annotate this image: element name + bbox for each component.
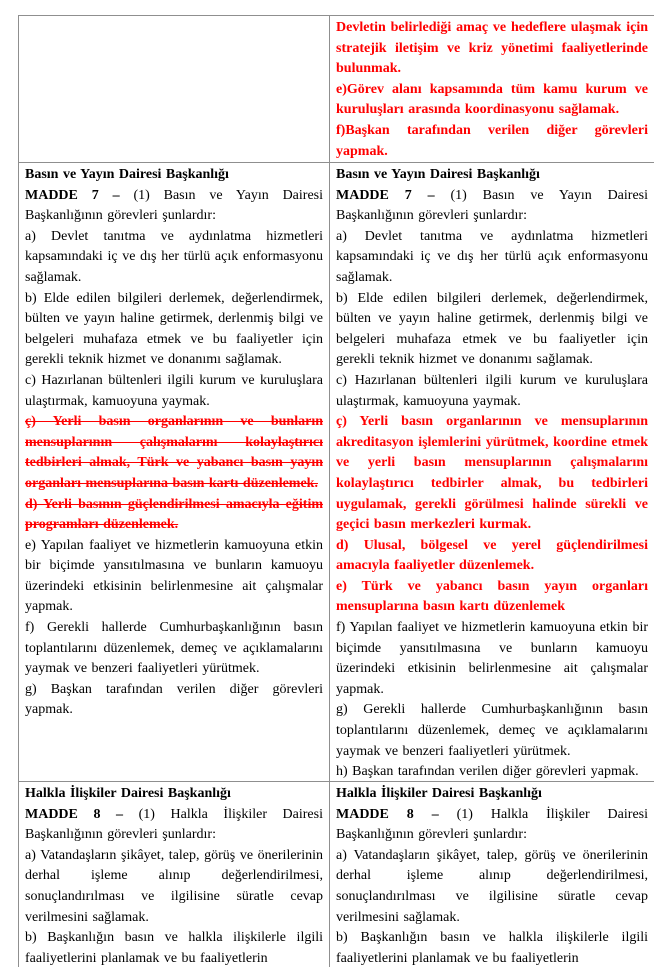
cell-new-text-row2 — [330, 163, 655, 782]
paragraph-normal: f) Gerekli hallerde Cumhurbaşkanlığının basın toplantılarını düzenlemek, demeç ve açıklamalarını yaymak ve benzeri faaliyetleri yürütmek. — [25, 620, 323, 677]
paragraph-added: e)Görev alanı kapsamında tüm kamu kurum ve kuruluşları arasında koordinasyonu sağlamak. — [336, 81, 648, 118]
table-row — [19, 163, 655, 782]
paragraph-normal: a) Vatandaşların şikâyet, talep, görüş ve önerilerinin derhal işleme alınıp değerlendirilmesi, sonuçlandırılması ve ilgilisine süratle cevap verilmesini sağlamak. — [336, 847, 648, 925]
paragraph-normal: c) Hazırlanan bültenleri ilgili kurum ve kuruluşlara ulaştırmak, kamuoyuna yaymak. — [336, 372, 648, 409]
cell-old-text-row1 — [19, 16, 330, 163]
paragraph-normal: a) Devlet tanıtma ve aydınlatma hizmetleri kapsamındaki iç ve dış her türlü açık enformasyonu sağlamak. — [25, 228, 323, 285]
paragraph-normal: h) Başkan tarafından verilen diğer görevleri yapmak. — [336, 764, 639, 780]
cell-content — [336, 165, 648, 781]
cell-content — [25, 18, 323, 162]
paragraph-heading: Halkla İlişkiler Dairesi Başkanlığı — [336, 786, 542, 801]
table-row — [19, 16, 655, 163]
paragraph-normal: a) Devlet tanıtma ve aydınlatma hizmetleri kapsamındaki iç ve dış her türlü açık enformasyonu sağlamak. — [336, 228, 648, 285]
paragraph-normal: b) Başkanlığın basın ve halkla ilişkilerle ilgili faaliyetlerini planlamak ve bu faaliyetlerin — [25, 930, 323, 966]
paragraph-heading: Basın ve Yayın Dairesi Başkanlığı — [25, 167, 229, 182]
paragraph-normal: b) Elde edilen bilgileri derlemek, değerlendirmek, bülten ve yayın haline getirmek, derlenmiş bilgi ve belgeleri muhafaza etmek ve bu faaliyetler için gerekli teknik hizmet ve donanımı sağlamak. — [336, 290, 648, 368]
cell-content — [336, 18, 648, 162]
paragraph-added: e) Türk ve yabancı basın yayın organları mensuplarına basın kartı düzenlemek — [336, 578, 648, 615]
paragraph-normal: MADDE 7 – (1) Basın ve Yayın Dairesi Başkanlığının görevleri şunlardır: — [336, 187, 648, 224]
cell-content — [25, 784, 323, 967]
cell-old-text-row2 — [19, 163, 330, 782]
paragraph-normal: g) Gerekli hallerde Cumhurbaşkanlığının basın toplantılarını düzenlemek, demeç ve açıklamalarını yaymak ve benzeri faaliyetleri yürütmek. — [336, 702, 648, 759]
paragraph-deleted: d) Yerli basının güçlendirilmesi amacıyla eğitim programları düzenlemek. — [25, 496, 323, 533]
cell-old-text-row3 — [19, 782, 330, 968]
paragraph-normal: f) Yapılan faaliyet ve hizmetlerin kamuoyuna etkin bir biçimde yansıtılmasına ve bunların kamuoyu üzerindeki etkisinin belirlenmesine ait çalışmalar yapmak. — [336, 620, 648, 697]
paragraph-normal: g) Başkan tarafından verilen diğer görevleri yapmak. — [25, 681, 323, 718]
cell-content — [25, 165, 323, 781]
paragraph-normal: b) Elde edilen bilgileri derlemek, değerlendirmek, bülten ve yayın haline getirmek, derlenmiş bilgi ve belgeleri muhafaza etmek ve bu faaliyetler için gerekli teknik hizmet ve donanımı sağlamak. — [25, 290, 323, 368]
paragraph-added: f)Başkan tarafından verilen diğer görevleri yapmak. — [336, 122, 648, 159]
cell-new-text-row1 — [330, 16, 655, 163]
table-row — [19, 782, 655, 968]
comparison-table-container — [18, 15, 654, 967]
cell-new-text-row3 — [330, 782, 655, 968]
paragraph-normal: c) Hazırlanan bültenleri ilgili kurum ve kuruluşlara ulaştırmak, kamuoyuna yaymak. — [25, 372, 323, 409]
paragraph-normal: MADDE 8 – (1) Halkla İlişkiler Dairesi Başkanlığının görevleri şunlardır: — [336, 806, 648, 843]
paragraph-normal: MADDE 8 – (1) Halkla İlişkiler Dairesi Başkanlığının görevleri şunlardır: — [25, 806, 323, 843]
paragraph-added: ç) Yerli basın organlarının ve mensuplarının akreditasyon işlemlerini yürütmek, koordine etmek ve yerli basın mensuplarının çalışmalarını kolaylaştırıcı tedbirler almak, bu tedbirleri uygulamak, gerekli görülmesi halinde sürekli ve geçici basın merkezleri kurmak. — [336, 414, 648, 533]
paragraph-heading: Basın ve Yayın Dairesi Başkanlığı — [336, 167, 540, 182]
paragraph-added: d) Ulusal, bölgesel ve yerel güçlendirilmesi amacıyla faaliyetler düzenlemek. — [336, 537, 648, 574]
cell-content — [336, 784, 648, 967]
comparison-table — [18, 15, 654, 967]
paragraph-normal: e) Yapılan faaliyet ve hizmetlerin kamuoyuna etkin bir biçimde yansıtılmasına ve bunların kamuoyu üzerindeki etkisinin belirlenmesine ait çalışmalar yapmak. — [25, 537, 323, 615]
paragraph-normal: b) Başkanlığın basın ve halkla ilişkilerle ilgili faaliyetlerini planlamak ve bu faaliyetlerin — [336, 930, 648, 966]
paragraph-normal: MADDE 7 – (1) Basın ve Yayın Dairesi Başkanlığının görevleri şunlardır: — [25, 187, 323, 224]
paragraph-deleted: ç) Yerli basın organlarının ve bunların mensuplarının çalışmalarını kolaylaştırıcı tedbirleri almak, Türk ve yabancı basın yayın organları mensuplarına basın kartı düzenlemek. — [25, 414, 323, 491]
paragraph-added: Devletin belirlediği amaç ve hedeflere ulaşmak için stratejik iletişim ve kriz yönetimi faaliyetlerinde bulunmak. — [336, 20, 648, 77]
paragraph-heading: Halkla İlişkiler Dairesi Başkanlığı — [25, 786, 231, 801]
paragraph-normal: a) Vatandaşların şikâyet, talep, görüş ve önerilerinin derhal işleme alınıp değerlendirilmesi, sonuçlandırılması ve ilgilisine süratle cevap verilmesini sağlamak. — [25, 847, 323, 925]
